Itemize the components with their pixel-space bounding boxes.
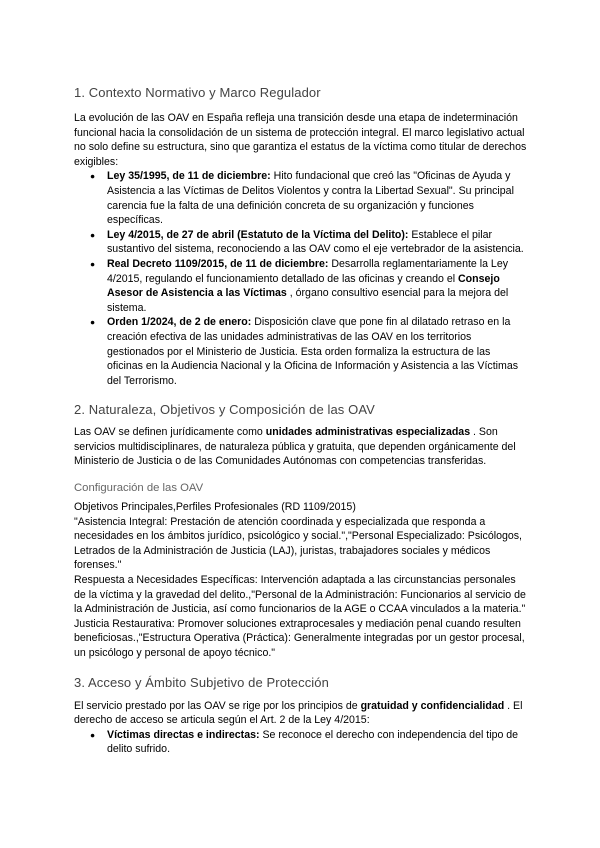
list-item	[74, 169, 528, 227]
config-body: Objetivos Principales,Perfiles Profesionales (RD 1109/2015) "Asistencia Integral: Prestación de atención coordinada y especializada que responda a necesidades en los ámbitos jurídico, psicológico y social.","Personal Especializado: Psicólogos, Letrados de la Administración de Justicia (LAJ), juristas, trabajadores sociales y médicos forenses." Respuesta a Necesidades Específicas: Intervención adaptada a las circunstancias personales de la víctima y la gravedad del delito.,"Personal de la Administración: Funcionarios al servicio de la Administración de Justicia, así como funcionarios de la AGE o CCAA vinculados a la materia." Justicia Restaurativa: Promover soluciones extraprocesales y mediación penal cuando resulten beneficiosas.,"Estructura Operativa (Práctica): Generalmente integradas por un gestor procesal, un psicólogo y personal de apoyo técnico."	[74, 501, 526, 659]
section-1-heading: 1. Contexto Normativo y Marco Regulador	[74, 85, 321, 100]
paragraph-text-continued: . El derecho de acceso se articula según el Art. 2 de la Ley 4/2015:	[74, 699, 523, 727]
item-text-continued: , órgano consultivo esencial para la mejora del sistema.	[107, 287, 509, 314]
section-3-heading: 3. Acceso y Ámbito Subjetivo de Protección	[74, 674, 329, 690]
item-bold-label: Orden 1/2024, de 2 de enero:	[107, 316, 252, 329]
list-item	[74, 315, 528, 388]
item-bold-label: Víctimas directas e indirectas:	[107, 728, 260, 741]
item-bold-label: Real Decreto 1109/2015, de 11 de diciembre:	[107, 257, 329, 270]
section-contexto-normativo	[74, 0, 528, 388]
item-text: Desarrolla reglamentariamente la Ley 4/2015, regulando el funcionamiento detallado de las oficinas y creando el	[107, 257, 509, 285]
legislation-list	[74, 169, 528, 388]
item-bold-label: Ley 4/2015, de 27 de abril (Estatuto de la Víctima del Delito):	[107, 228, 409, 241]
item-text: Disposición clave que pone fin al dilatado retraso en la creación efectiva de las unidades administrativas de las OAV en los territorios gestionados por el Ministerio de Justicia. Esta orden formaliza la estructura de las oficinas en la Audiencia Nacional y la Oficina de Información y Asistencia a las Víctimas del Terrorismo.	[107, 316, 519, 387]
paragraph-text-continued: . Son servicios multidisciplinares, de naturaleza pública y gratuita, que dependen orgánicamente del Ministerio de Justicia o de las Comunidades Autónomas con competencias transferidas.	[74, 426, 516, 468]
section-1-intro: La evolución de las OAV en España refleja una transición desde una etapa de indeterminación funcional hacia la consolidación de un sistema de protección integral. El marco legislativo actual no solo define su estructura, sino que garantiza el estatus de la víctima como titular de derechos exigibles:	[74, 112, 527, 168]
list-item	[74, 257, 528, 315]
config-heading: Configuración de las OAV	[74, 482, 204, 495]
item-text: Se reconoce el derecho con independencia del tipo de delito sufrido.	[107, 728, 519, 756]
section-2-heading: 2. Naturaleza, Objetivos y Composición de las OAV	[74, 402, 375, 418]
item-text: Hito fundacional que creó las "Oficinas de Ayuda y Asistencia a las Víctimas de Delitos Violentos y contra la Libertad Sexual". Su principal carencia fue la falta de una definición concreta de su organización y funciones específicas.	[107, 170, 514, 227]
item-bold-label: Ley 35/1995, de 11 de diciembre:	[107, 170, 271, 183]
section-3-paragraph	[74, 699, 528, 728]
list-item	[74, 728, 528, 757]
section-acceso	[74, 675, 528, 757]
section-configuracion	[74, 481, 528, 661]
list-item	[74, 228, 528, 257]
section-naturaleza	[74, 402, 528, 469]
paragraph-bold: gratuidad y confidencialidad	[360, 699, 505, 712]
item-text: Establece el pilar sustantivo del sistema, reconociendo a las OAV como el eje vertebrador de la asistencia.	[107, 228, 524, 256]
access-list	[74, 728, 528, 757]
section-2-paragraph	[74, 425, 528, 469]
item-bold-inline: Consejo Asesor de Asistencia a las Víctimas	[107, 272, 500, 300]
paragraph-text: Las OAV se definen jurídicamente como	[74, 426, 266, 439]
paragraph-text: El servicio prestado por las OAV se rige por los principios de	[74, 699, 361, 712]
paragraph-bold: unidades administrativas especializadas	[265, 426, 471, 439]
